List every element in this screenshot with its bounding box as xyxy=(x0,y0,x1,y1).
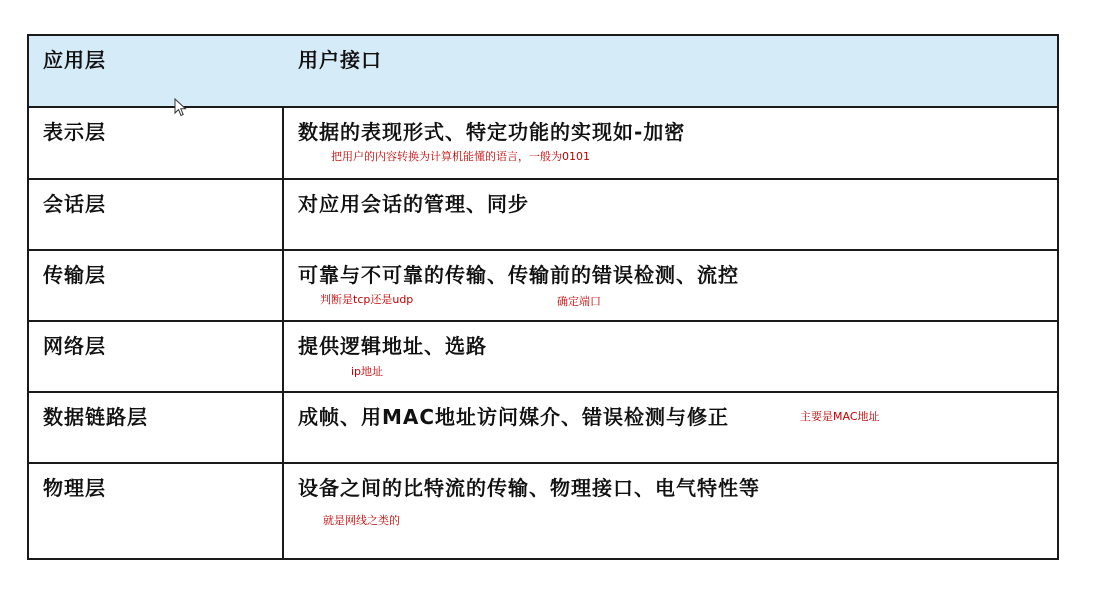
annotation-note: 判断是tcp还是udp xyxy=(320,293,414,306)
layer-name: 物理层 xyxy=(43,476,106,500)
layer-description: 对应用会话的管理、同步 xyxy=(298,192,529,216)
annotation-note: 就是网线之类的 xyxy=(323,514,400,527)
layer-name: 表示层 xyxy=(43,120,106,144)
layer-name: 数据链路层 xyxy=(43,405,148,429)
table-row-presentation xyxy=(29,108,1057,180)
table-row-physical xyxy=(29,464,1057,558)
layer-name: 网络层 xyxy=(43,334,106,358)
layer-description: 用户接口 xyxy=(298,48,382,72)
table-row-session xyxy=(29,180,1057,251)
layer-description: 提供逻辑地址、选路 xyxy=(298,334,487,358)
layer-description: 数据的表现形式、特定功能的实现如-加密 xyxy=(298,120,686,144)
mouse-pointer-icon xyxy=(174,98,188,118)
annotation-note: 把用户的内容转换为计算机能懂的语言，一般为0101 xyxy=(331,150,590,163)
layer-name: 会话层 xyxy=(43,192,106,216)
table-row-network xyxy=(29,322,1057,393)
annotation-note: 确定端口 xyxy=(557,295,601,308)
layer-name: 应用层 xyxy=(43,48,106,72)
layer-description: 可靠与不可靠的传输、传输前的错误检测、流控 xyxy=(298,263,739,287)
layer-description: 成帧、用MAC地址访问媒介、错误检测与修正 xyxy=(298,405,730,429)
annotation-note: 主要是MAC地址 xyxy=(800,410,880,423)
table-row-transport xyxy=(29,251,1057,322)
table-row-data-link xyxy=(29,393,1057,464)
layer-description: 设备之间的比特流的传输、物理接口、电气特性等 xyxy=(298,476,760,500)
annotation-note: ip地址 xyxy=(351,365,384,378)
layer-name: 传输层 xyxy=(43,263,106,287)
